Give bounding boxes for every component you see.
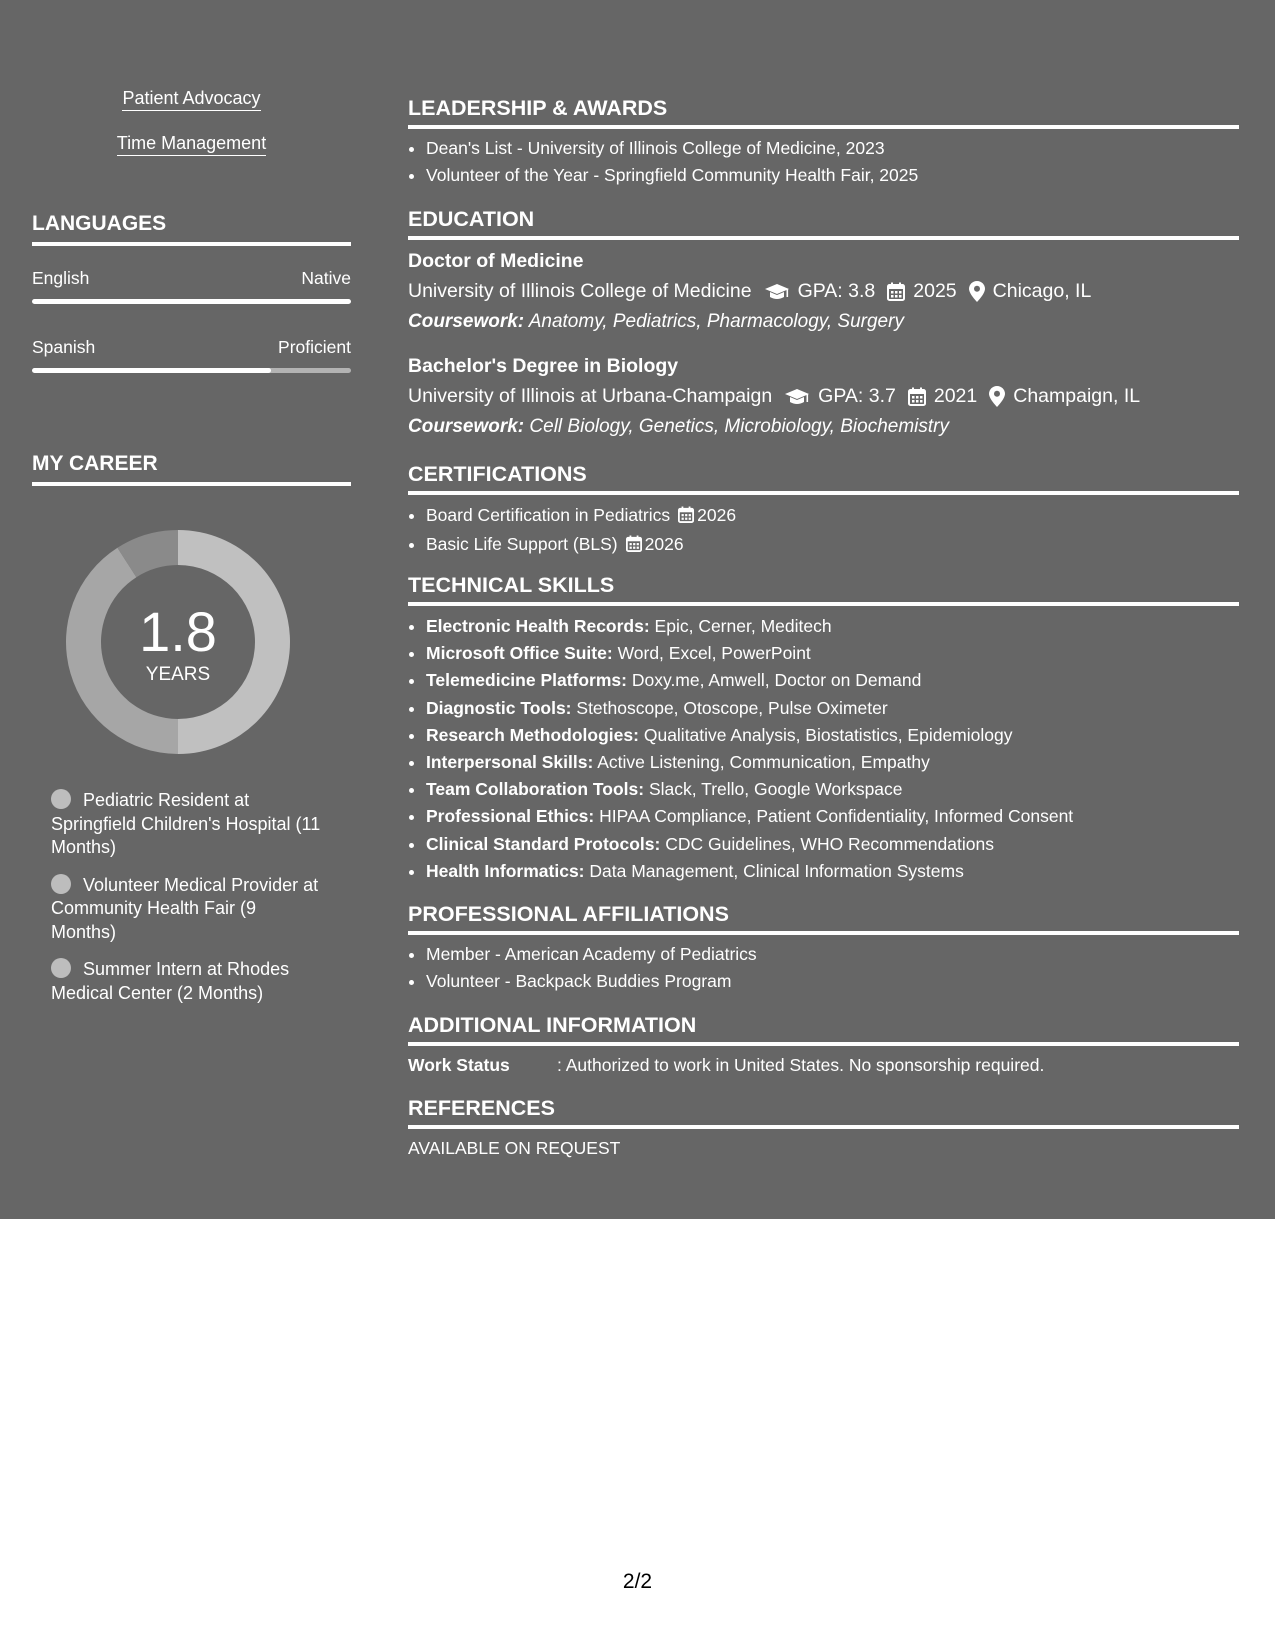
skill-label: Team Collaboration Tools: [426, 779, 645, 800]
career-list [51, 789, 321, 1019]
calendar-icon [626, 533, 642, 560]
education-gpa: GPA: 3.8 [797, 280, 876, 302]
certification-item [426, 531, 1239, 560]
education-degree: Bachelor's Degree in Biology [408, 355, 679, 377]
skill-label: Clinical Standard Protocols: [426, 833, 661, 854]
map-pin-icon [989, 386, 1005, 407]
language-bar-spanish [32, 368, 351, 373]
certifications-heading: CERTIFICATIONS [408, 462, 1239, 495]
skill-tag-label: Time Management [117, 133, 266, 156]
map-pin-icon [969, 281, 985, 302]
skill-item [426, 749, 1239, 776]
skill-tag-time-management [32, 133, 351, 154]
skill-value: Active Listening, Communication, Empathy [597, 752, 930, 773]
references-heading: REFERENCES [408, 1096, 1239, 1129]
language-level: Proficient [278, 337, 351, 357]
coursework-label: Coursework: [408, 416, 525, 437]
skill-item [426, 803, 1239, 830]
career-item [51, 958, 321, 1005]
career-item [51, 874, 321, 945]
skill-value: CDC Guidelines, WHO Recommendations [665, 833, 994, 854]
coursework-list: Cell Biology, Genetics, Microbiology, Biochemistry [529, 416, 949, 437]
language-row-english [32, 268, 351, 289]
skill-item [426, 695, 1239, 722]
work-status-value: : Authorized to work in United States. No sponsorship required. [557, 1055, 1045, 1075]
career-item [51, 789, 321, 860]
language-bar-fill [32, 299, 351, 304]
list-item: • Volunteer of the Year - Springfield Community Health Fair, 2025 [426, 162, 1239, 189]
education-coursework [408, 416, 949, 438]
education-heading: EDUCATION [408, 207, 1239, 240]
career-heading: MY CAREER [32, 452, 351, 486]
education-year: 2025 [913, 280, 957, 302]
skill-item [426, 640, 1239, 667]
skill-item [426, 776, 1239, 803]
technical-skills-list [408, 613, 1239, 885]
education-school: University of Illinois College of Medicine [408, 280, 752, 302]
list-item: • Member - American Academy of Pediatrics [426, 941, 1239, 968]
skill-label: Diagnostic Tools: [426, 697, 572, 718]
references-text: AVAILABLE ON REQUEST [408, 1138, 621, 1158]
skill-label: Research Methodologies: [426, 724, 639, 745]
education-degree: Doctor of Medicine [408, 250, 584, 272]
skill-item [426, 722, 1239, 749]
education-details [408, 280, 1239, 303]
career-years-unit: YEARS [145, 664, 211, 685]
skill-value: HIPAA Compliance, Patient Confidentiality, Informed Consent [599, 806, 1074, 827]
graduation-cap-icon [764, 283, 790, 301]
education-location: Champaign, IL [1013, 385, 1141, 407]
certifications-list [408, 502, 1239, 560]
skill-value: Slack, Trello, Google Workspace [648, 779, 903, 800]
calendar-icon [678, 504, 694, 531]
skill-label: Telemedicine Platforms: [426, 670, 627, 691]
certification-year: 2026 [697, 505, 737, 525]
skill-label: Interpersonal Skills: [426, 752, 594, 773]
list-item: • Volunteer - Backpack Buddies Program [426, 968, 1239, 995]
leadership-list [408, 135, 1239, 189]
skill-value: Stethoscope, Otoscope, Pulse Oximeter [576, 697, 888, 718]
additional-info-heading: ADDITIONAL INFORMATION [408, 1013, 1239, 1046]
career-item-text: Summer Intern at Rhodes Medical Center (2 Months) [51, 959, 290, 1003]
language-bar-english [32, 299, 351, 304]
skill-label: Microsoft Office Suite: [426, 643, 613, 664]
technical-skills-heading: TECHNICAL SKILLS [408, 573, 1239, 606]
skill-item [426, 667, 1239, 694]
calendar-icon [887, 282, 905, 301]
certification-year: 2026 [644, 534, 684, 555]
education-coursework [408, 311, 904, 333]
skill-value: Data Management, Clinical Information Systems [589, 860, 964, 881]
calendar-icon [908, 387, 926, 406]
education-gpa: GPA: 3.7 [818, 385, 896, 407]
skill-label: Electronic Health Records: [426, 616, 650, 636]
skill-value: Word, Excel, PowerPoint [617, 643, 811, 664]
skill-item [426, 831, 1239, 858]
skill-value: Epic, Cerner, Meditech [654, 616, 832, 636]
education-details [408, 385, 1239, 408]
language-bar-fill [32, 368, 271, 373]
language-level: Native [301, 268, 351, 288]
career-dot-icon [51, 874, 71, 894]
language-name: English [32, 268, 90, 288]
certification-name: Basic Life Support (BLS) [426, 534, 618, 555]
skill-item [426, 858, 1239, 885]
career-item-text: Pediatric Resident at Springfield Children's Hospital (11 Months) [51, 790, 321, 857]
skill-value: Qualitative Analysis, Biostatistics, Epidemiology [643, 724, 1013, 745]
affiliations-heading: PROFESSIONAL AFFILIATIONS [408, 902, 1239, 935]
affiliations-list [408, 941, 1239, 995]
language-name: Spanish [32, 337, 96, 357]
list-item: • Dean's List - University of Illinois College of Medicine, 2023 [426, 135, 1239, 162]
skill-label: Professional Ethics: [426, 806, 595, 827]
certification-name: Board Certification in Pediatrics [426, 505, 671, 525]
coursework-label: Coursework: [408, 311, 525, 332]
skill-tag-label: Patient Advocacy [122, 88, 260, 111]
language-row-spanish [32, 337, 351, 358]
certification-item [426, 502, 1239, 531]
education-school: University of Illinois at Urbana-Champaign [408, 385, 773, 407]
career-total-years: 1.8 [139, 600, 217, 663]
skill-tag-patient-advocacy [32, 88, 351, 109]
work-status-label: Work Status [408, 1055, 510, 1075]
graduation-cap-icon [784, 388, 810, 406]
languages-heading: LANGUAGES [32, 212, 351, 246]
leadership-heading: LEADERSHIP & AWARDS [408, 96, 1239, 129]
education-year: 2021 [933, 385, 978, 407]
career-dot-icon [51, 958, 71, 978]
coursework-list: Anatomy, Pediatrics, Pharmacology, Surgery [528, 311, 904, 332]
education-location: Chicago, IL [992, 280, 1092, 302]
work-status-row [408, 1055, 1239, 1076]
career-item-text: Volunteer Medical Provider at Community Health Fair (9 Months) [51, 874, 319, 942]
skill-label: Health Informatics: [426, 860, 585, 881]
skill-value: Doxy.me, Amwell, Doctor on Demand [631, 670, 922, 691]
skill-item [426, 613, 1239, 640]
career-dot-icon [51, 789, 71, 809]
page-number: 2/2 [622, 1570, 653, 1593]
